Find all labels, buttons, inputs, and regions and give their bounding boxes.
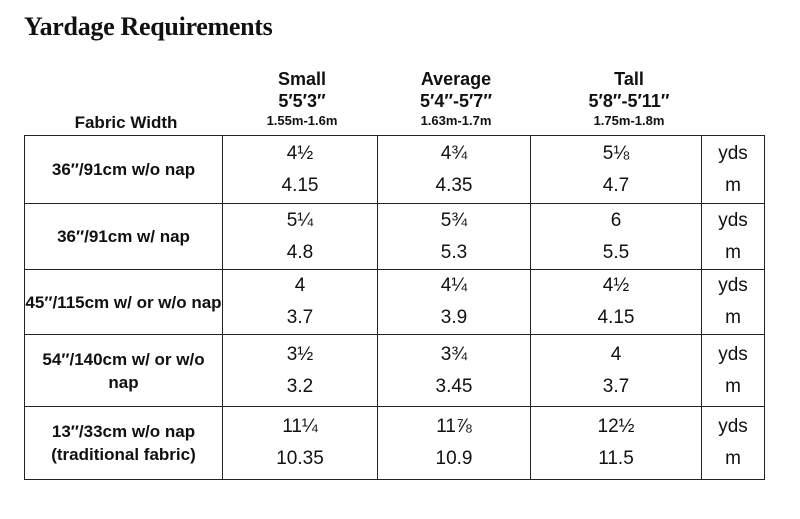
fabric-width-cell: 45″/115cm w/ or w/o nap: [25, 270, 223, 335]
small-cell: [223, 204, 378, 270]
small-cell: [223, 335, 378, 407]
small-cell: [223, 407, 378, 480]
fabric-width-cell: 36″/91cm w/o nap: [25, 136, 223, 204]
units-cell: [702, 204, 765, 270]
m-value: 5.5: [602, 241, 630, 263]
m-value: 4.35: [435, 174, 473, 196]
m-value: 3.7: [286, 307, 314, 328]
m-value: 4.8: [286, 241, 314, 263]
yds-value: 11¼: [282, 416, 318, 437]
yds-unit: yds: [718, 343, 748, 365]
page-title: Yardage Requirements: [24, 12, 273, 41]
m-unit: m: [725, 307, 741, 328]
m-value: 5.3: [440, 241, 468, 263]
size-height-imperial: 5′8″-5′11″: [588, 91, 670, 111]
yds-value: 4: [294, 275, 306, 296]
tall-cell: [531, 136, 702, 204]
yds-unit: yds: [718, 209, 748, 231]
units-cell: [702, 407, 765, 480]
m-unit: m: [725, 375, 741, 397]
units-cell: [702, 136, 765, 204]
m-value: 4.7: [602, 174, 630, 196]
m-value: 3.2: [286, 375, 314, 397]
tall-cell: [531, 270, 702, 335]
average-cell: [378, 407, 531, 480]
size-height-metric: 1.63m-1.7m: [420, 113, 492, 128]
yds-value: 4½: [286, 142, 314, 164]
yds-value: 4¼: [440, 275, 468, 296]
size-header-tall: [544, 68, 714, 130]
yds-value: 6: [610, 209, 622, 231]
fabric-width-cell: 54″/140cm w/ or w/o nap: [25, 335, 223, 407]
average-cell: [378, 136, 531, 204]
size-height-metric: 1.55m-1.6m: [266, 113, 338, 128]
m-value: 4.15: [597, 307, 635, 328]
size-name: Tall: [614, 69, 644, 89]
yds-value: 5¾: [440, 209, 468, 231]
table-row: [25, 136, 765, 204]
m-unit: m: [725, 174, 741, 196]
small-cell: [223, 270, 378, 335]
m-value: 11.5: [598, 448, 634, 469]
units-cell: [702, 335, 765, 407]
yds-value: 3¾: [440, 343, 468, 365]
yds-value: 4½: [602, 275, 630, 296]
size-height-metric: 1.75m-1.8m: [593, 113, 665, 128]
average-cell: [378, 335, 531, 407]
m-unit: m: [725, 241, 741, 263]
m-unit: m: [725, 448, 741, 469]
table-row: [25, 407, 765, 480]
average-cell: [378, 204, 531, 270]
yds-unit: yds: [718, 142, 748, 164]
small-cell: [223, 136, 378, 204]
table-row: [25, 270, 765, 335]
yds-value: 5⅛: [602, 142, 630, 164]
yds-value: 4¾: [440, 142, 468, 164]
m-value: 3.7: [602, 375, 630, 397]
units-cell: [702, 270, 765, 335]
table-row: [25, 204, 765, 270]
m-value: 4.15: [281, 174, 319, 196]
table-row: [25, 335, 765, 407]
yardage-table: [24, 135, 765, 480]
m-value: 3.45: [435, 375, 473, 397]
fabric-width-header: Fabric Width: [74, 113, 178, 132]
size-name: Small: [277, 69, 327, 89]
yds-value: 11⅞: [436, 416, 472, 437]
tall-cell: [531, 407, 702, 480]
size-header-average: [380, 68, 532, 130]
size-header-small: [225, 68, 379, 130]
yds-unit: yds: [718, 275, 748, 296]
m-value: 10.35: [276, 448, 324, 469]
tall-cell: [531, 335, 702, 407]
yds-value: 12½: [597, 416, 635, 437]
size-height-imperial: 5′4″-5′7″: [420, 91, 492, 111]
average-cell: [378, 270, 531, 335]
yds-unit: yds: [718, 416, 748, 437]
yds-value: 4: [610, 343, 622, 365]
tall-cell: [531, 204, 702, 270]
fabric-width-cell: 13″/33cm w/o nap (traditional fabric): [25, 407, 223, 480]
m-value: 10.9: [435, 448, 473, 469]
yds-value: 5¼: [286, 209, 314, 231]
size-height-imperial: 5′5′3″: [278, 91, 326, 111]
m-value: 3.9: [440, 307, 468, 328]
size-name: Average: [420, 69, 492, 89]
fabric-width-cell: 36″/91cm w/ nap: [25, 204, 223, 270]
yds-value: 3½: [286, 343, 314, 365]
